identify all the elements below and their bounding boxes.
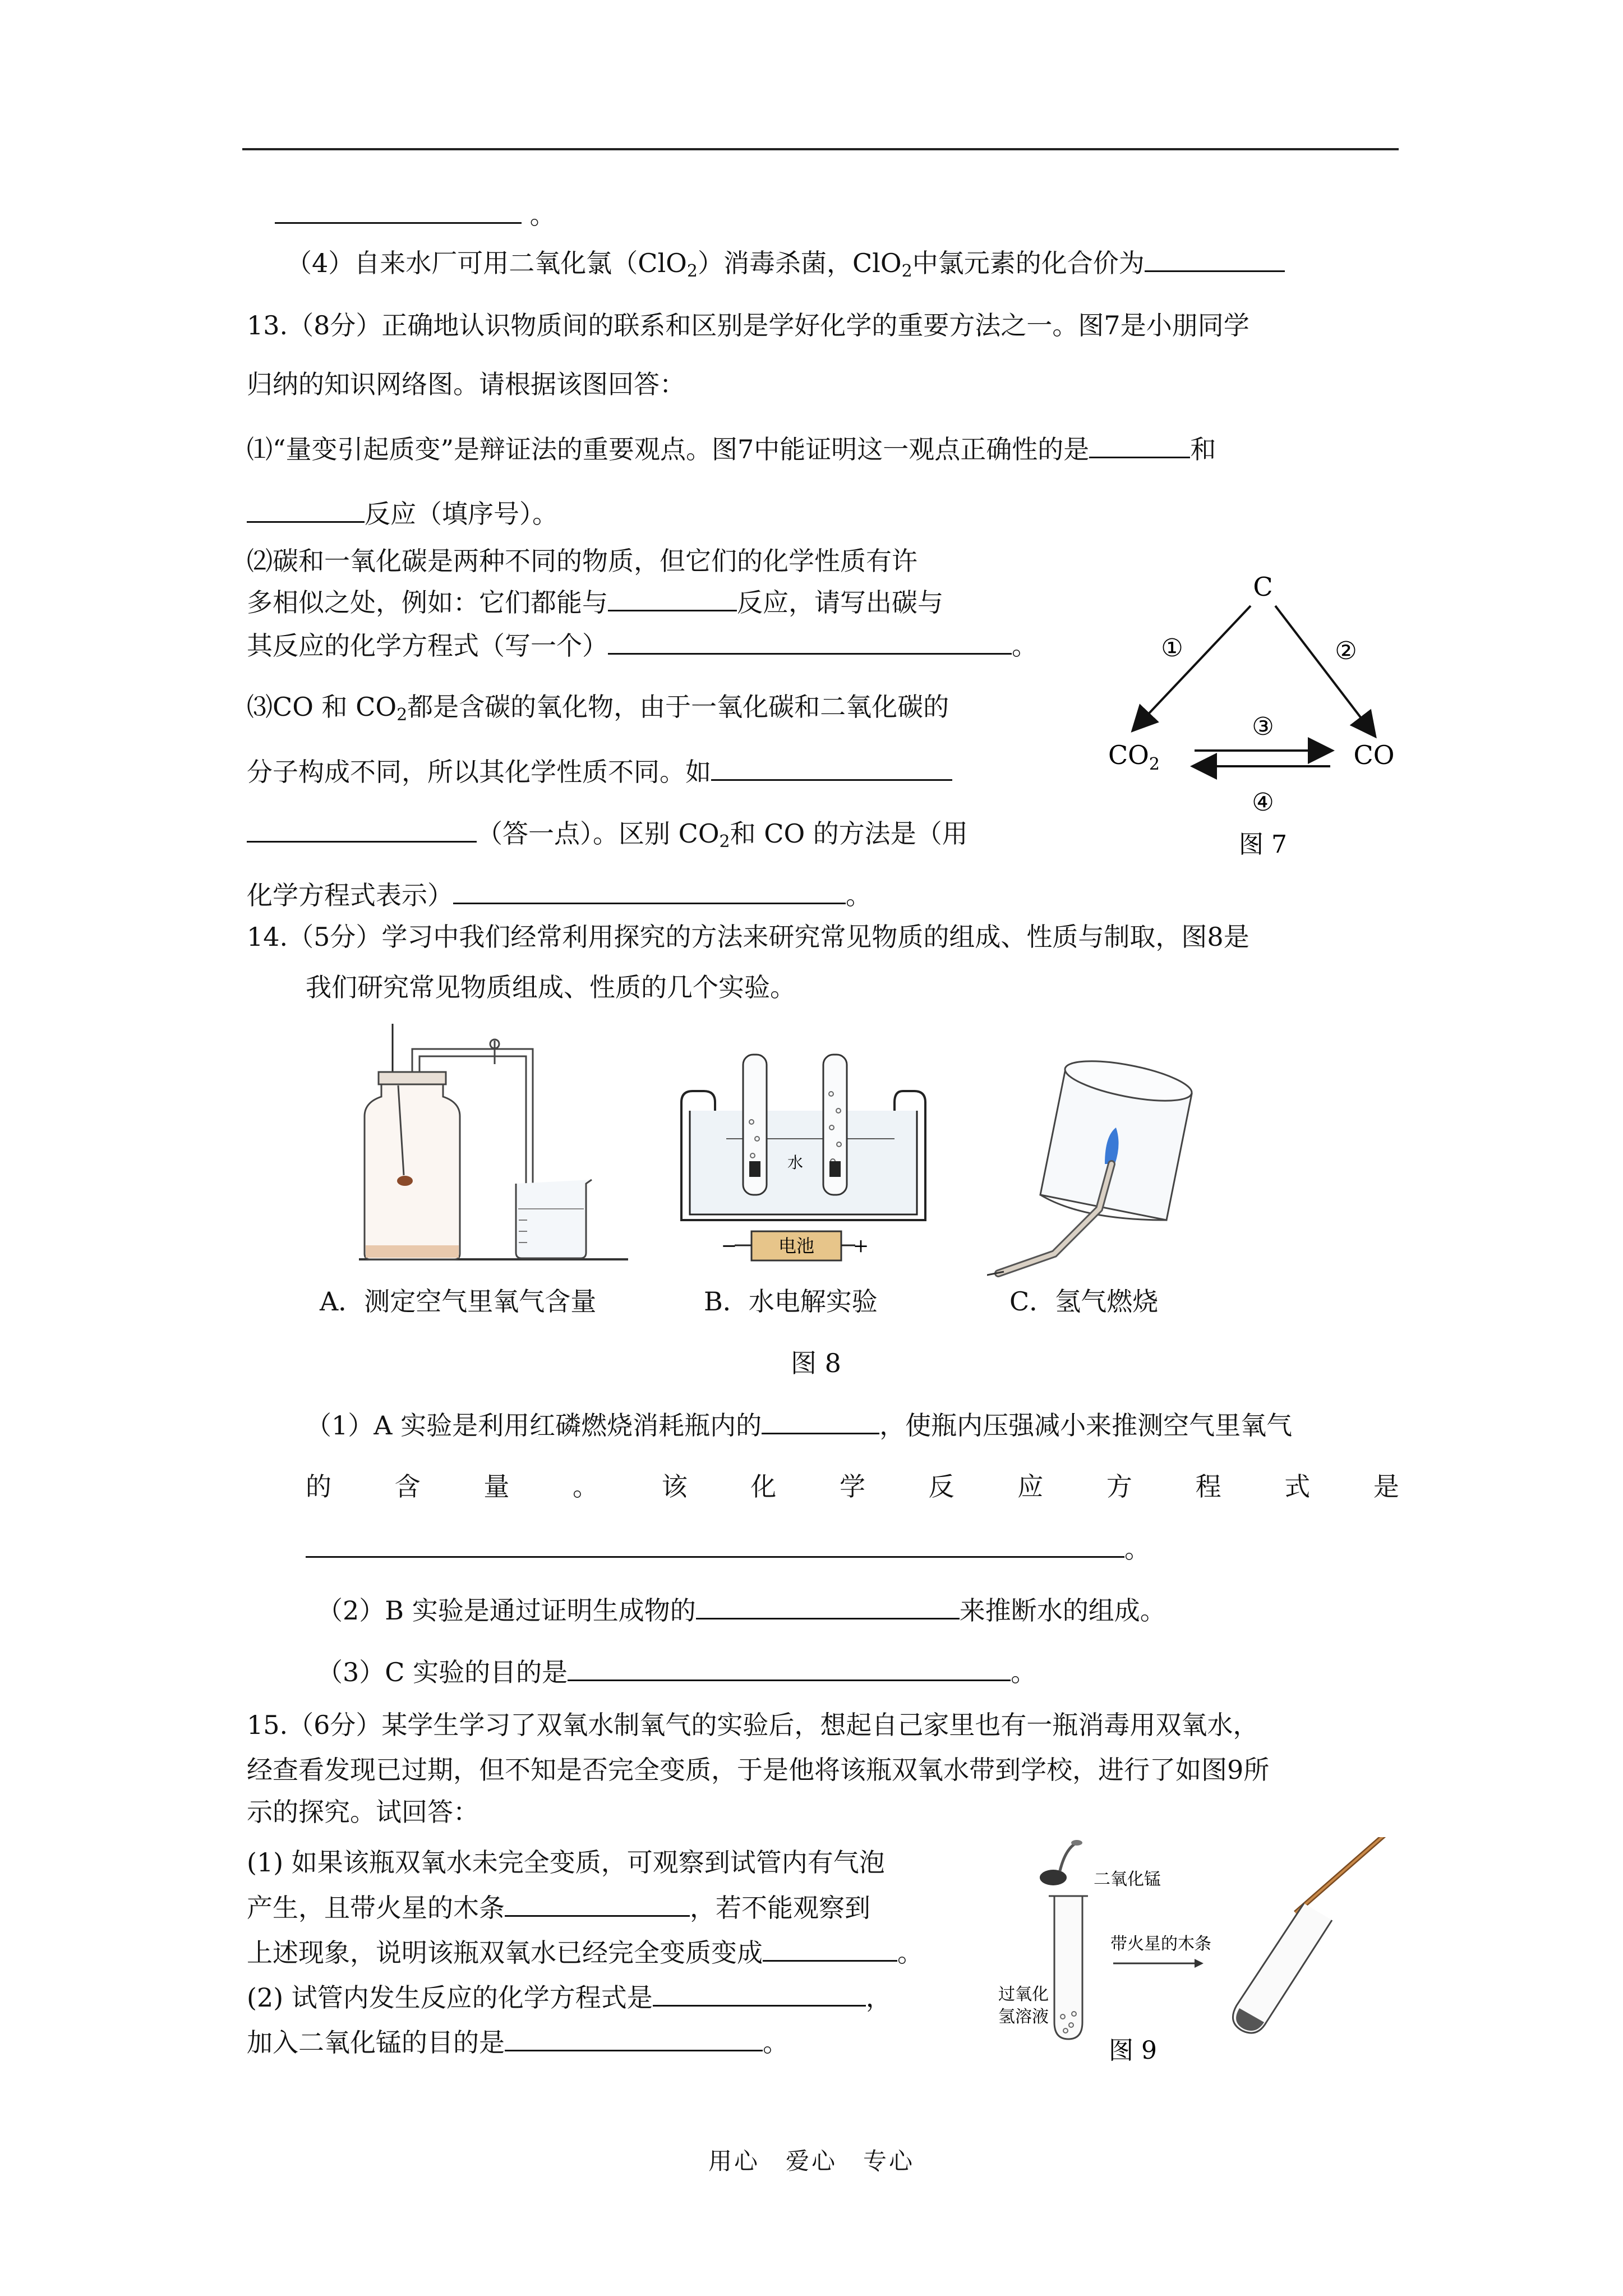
- q15-part1-line3: 上述现象，说明该瓶双氧水已经完全变质变成 。: [247, 1935, 923, 1970]
- answer-blank[interactable]: [306, 1531, 1124, 1558]
- q13-part2-line2: 多相似之处，例如：它们都能与 反应，请写出碳与: [247, 585, 943, 619]
- q12-tail: 。: [275, 197, 556, 232]
- answer-blank[interactable]: [247, 496, 365, 523]
- q14-part1: （1）A 实验是利用红磷燃烧消耗瓶内的 ，使瓶内压强减小来推测空气里氧气: [306, 1408, 1292, 1442]
- q14-head2: 我们研究常见物质组成、性质的几个实验。: [306, 972, 796, 1002]
- q15-part1-line2: 产生，且带火星的木条 ，若不能观察到: [247, 1890, 870, 1925]
- figure-9-apparatus: [993, 1837, 1419, 2073]
- page-footer: 用心 爱心 专心: [708, 2147, 915, 2175]
- answer-blank[interactable]: [608, 585, 737, 611]
- q15-part2-line1: (2) 试管内发生反应的化学方程式是 ，: [247, 1980, 892, 2014]
- answer-blank[interactable]: [653, 1980, 866, 2007]
- answer-blank[interactable]: [762, 1408, 879, 1434]
- figure-7-diagram: [1088, 567, 1424, 881]
- minus-sign: −: [721, 1235, 737, 1257]
- q13-part3-line1: ⑶CO 和 $CO_2$都是含碳的氧化物，由于一氧化碳和二氧化碳的: [247, 692, 949, 725]
- answer-blank[interactable]: [568, 1655, 1011, 1681]
- q13-head: 13.（8分）正确地认识物质间的联系和区别是学好化学的重要方法之一。图7是小朋同学: [247, 310, 1249, 341]
- h2o2-label-line1: 过氧化: [998, 1985, 1049, 2004]
- label-3: ③: [1252, 712, 1274, 741]
- node-co2: $CO_2$: [1108, 740, 1160, 774]
- figure-8b-apparatus: [673, 1049, 942, 1273]
- answer-blank[interactable]: [696, 1593, 960, 1619]
- figure-8a-caption: A．测定空气里氧气含量: [320, 1286, 597, 1317]
- answer-blank[interactable]: [275, 197, 522, 224]
- q13-part2-line3: 其反应的化学方程式（写一个） 。: [247, 628, 1038, 662]
- answer-blank[interactable]: [608, 628, 1012, 655]
- plus-sign: +: [852, 1235, 869, 1257]
- q14-part2: （2）B 实验是通过证明生成物的 来推断水的组成。: [317, 1593, 1166, 1627]
- label-2: ②: [1335, 637, 1357, 665]
- q13-part1-cont: 反应（填序号）。: [247, 496, 558, 531]
- q12-part4: （4）自来水厂可用二氧化氯（ClO$_2$）消毒杀菌，ClO$_2$中氯元素的化合价为: [286, 246, 1285, 280]
- node-co: CO: [1353, 740, 1395, 770]
- h2o2-label-line2: 氢溶液: [998, 2007, 1049, 2027]
- figure-8a-apparatus: [348, 1024, 639, 1287]
- arrow-2: [1275, 606, 1374, 735]
- q15-part2-line2: 加入二氧化锰的目的是 。: [247, 2025, 789, 2059]
- q14-part1-line2: 的 含 量 。 该 化 学 反 应 方 程 式 是: [306, 1471, 1399, 1502]
- answer-blank[interactable]: [247, 816, 477, 843]
- figure-7-caption: 图 7: [1239, 830, 1287, 859]
- figure-8-caption: 图 8: [791, 1348, 841, 1378]
- q13-part3-line4: 化学方程式表示） 。: [247, 878, 872, 912]
- q15-head2: 经查看发现已过期，但不知是否完全变质，于是他将该瓶双氧水带到学校，进行了如图9所: [247, 1755, 1270, 1785]
- header-rule: [242, 148, 1399, 150]
- node-c: C: [1253, 572, 1273, 602]
- arrow-1: [1134, 606, 1251, 729]
- q15-head3: 示的探究。试回答：: [247, 1797, 479, 1827]
- q13-part3-line2: 分子构成不同，所以其化学性质不同。如: [247, 754, 952, 789]
- water-label: 水: [787, 1153, 804, 1172]
- figure-9-caption: 图 9: [1109, 2036, 1157, 2065]
- answer-blank[interactable]: [711, 754, 952, 781]
- mno2-label: 二氧化锰: [1094, 1870, 1161, 1889]
- glowing-splint-label: 带火星的木条: [1110, 1934, 1211, 1954]
- label-4: ④: [1252, 788, 1274, 817]
- q13-part2-line1: ⑵碳和一氧化碳是两种不同的物质，但它们的化学性质有许: [247, 546, 917, 576]
- figure-8b-caption: B．水电解实验: [704, 1286, 878, 1317]
- q13-head2: 归纳的知识网络图。请根据该图回答：: [247, 369, 685, 399]
- q14-part3: （3）C 实验的目的是 。: [317, 1655, 1036, 1689]
- figure-8c-caption: C．氢气燃烧: [1009, 1286, 1159, 1317]
- q13-part1: ⑴“量变引起质变”是辩证法的重要观点。图7中能证明这一观点正确性的是 和: [247, 432, 1216, 466]
- q14-part1-line3: 。: [306, 1531, 1150, 1566]
- answer-blank[interactable]: [763, 1935, 897, 1962]
- q15-head: 15.（6分）某学生学习了双氧水制氧气的实验后，想起自己家里也有一瓶消毒用双氧水，: [247, 1710, 1259, 1740]
- answer-blank[interactable]: [1089, 432, 1190, 458]
- answer-blank[interactable]: [505, 1890, 690, 1917]
- q15-part1-line1: (1) 如果该瓶双氧水未完全变质，可观察到试管内有气泡: [247, 1847, 885, 1878]
- figure-8c-apparatus: [987, 1052, 1245, 1287]
- label-1: ①: [1161, 634, 1183, 662]
- q13-part3-line3: （答一点）。区别 $CO_2$和 CO 的方法是（用: [247, 816, 968, 850]
- answer-blank[interactable]: [1145, 246, 1285, 272]
- battery-label: 电池: [778, 1235, 815, 1257]
- answer-blank[interactable]: [505, 2025, 763, 2051]
- answer-blank[interactable]: [453, 878, 846, 904]
- q14-head: 14.（5分）学习中我们经常利用探究的方法来研究常见物质的组成、性质与制取，图8是: [247, 922, 1249, 952]
